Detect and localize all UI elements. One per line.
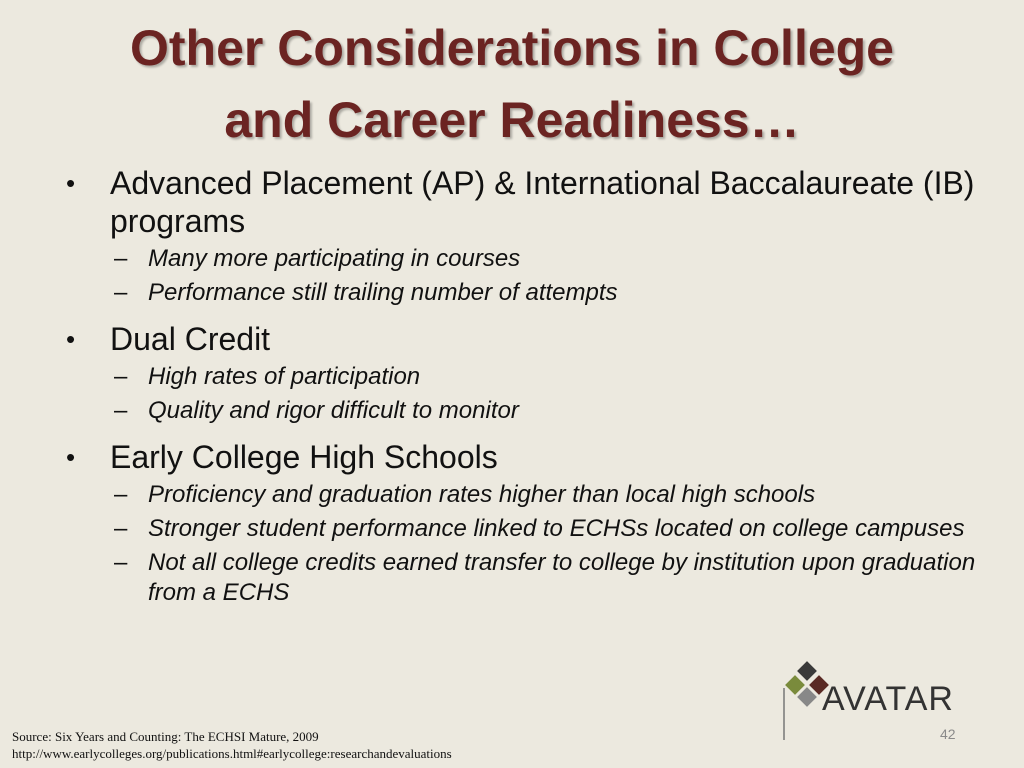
sub-bullet-marker: – <box>114 515 128 542</box>
sub-bullet-text: Not all college credits earned transfer to college by institution upon graduation from a ECHS <box>148 549 976 606</box>
bullet-item <box>60 438 980 476</box>
sub-bullet-marker: – <box>114 363 128 390</box>
page-number: 42 <box>940 726 956 742</box>
bullet-group-early-college <box>60 438 980 608</box>
bullet-item <box>60 320 980 358</box>
sub-bullet-item <box>114 278 980 308</box>
bullet-marker: • <box>66 168 76 198</box>
avatar-logo-text: AVATAR <box>822 680 954 718</box>
sub-bullet-item <box>114 244 980 274</box>
slide-title-line-1: Other Considerations in College <box>130 20 894 76</box>
sub-bullet-marker: – <box>114 397 128 424</box>
sub-bullet-text: Stronger student performance linked to ECHSs located on college campuses <box>148 515 965 542</box>
sub-bullet-item <box>114 396 980 426</box>
bullet-item <box>60 164 980 240</box>
slide-title <box>0 12 1024 156</box>
sub-bullet-item <box>114 548 980 608</box>
sub-bullet-item <box>114 480 980 510</box>
sub-bullet-marker: – <box>114 245 128 272</box>
sub-bullet-text: Performance still trailing number of attempts <box>148 279 618 306</box>
sub-bullet-text: Many more participating in courses <box>148 245 521 272</box>
sub-bullet-item <box>114 362 980 392</box>
sub-bullet-marker: – <box>114 549 128 576</box>
bullet-text: Early College High Schools <box>110 439 498 475</box>
sub-bullet-text: High rates of participation <box>148 363 421 390</box>
sub-bullet-list <box>114 362 980 426</box>
sub-bullet-text: Quality and rigor difficult to monitor <box>148 397 519 424</box>
logo-diamond-dark <box>797 661 817 681</box>
source-url: http://www.earlycolleges.org/publications.html#earlycollege:researchandevaluations <box>12 746 452 761</box>
bullet-group-dual-credit <box>60 320 980 426</box>
bullet-group-ap-ib <box>60 164 980 308</box>
bullet-marker: • <box>66 324 76 354</box>
logo-diamond-green <box>785 675 805 695</box>
source-citation <box>12 728 452 762</box>
sub-bullet-item <box>114 514 980 544</box>
sub-bullet-list <box>114 480 980 608</box>
logo-diamond-gray <box>797 687 817 707</box>
bullet-list <box>60 164 980 608</box>
source-line: Source: Six Years and Counting: The ECHSI Mature, 2009 <box>12 729 319 744</box>
sub-bullet-marker: – <box>114 279 128 306</box>
bullet-text: Advanced Placement (AP) & International Baccalaureate (IB) programs <box>110 165 975 239</box>
sub-bullet-text: Proficiency and graduation rates higher than local high schools <box>148 481 816 508</box>
bullet-text: Dual Credit <box>110 321 271 357</box>
sub-bullet-marker: – <box>114 481 128 508</box>
slide-title-line-2: and Career Readiness… <box>224 92 800 148</box>
bullet-marker: • <box>66 442 76 472</box>
sub-bullet-list <box>114 244 980 308</box>
